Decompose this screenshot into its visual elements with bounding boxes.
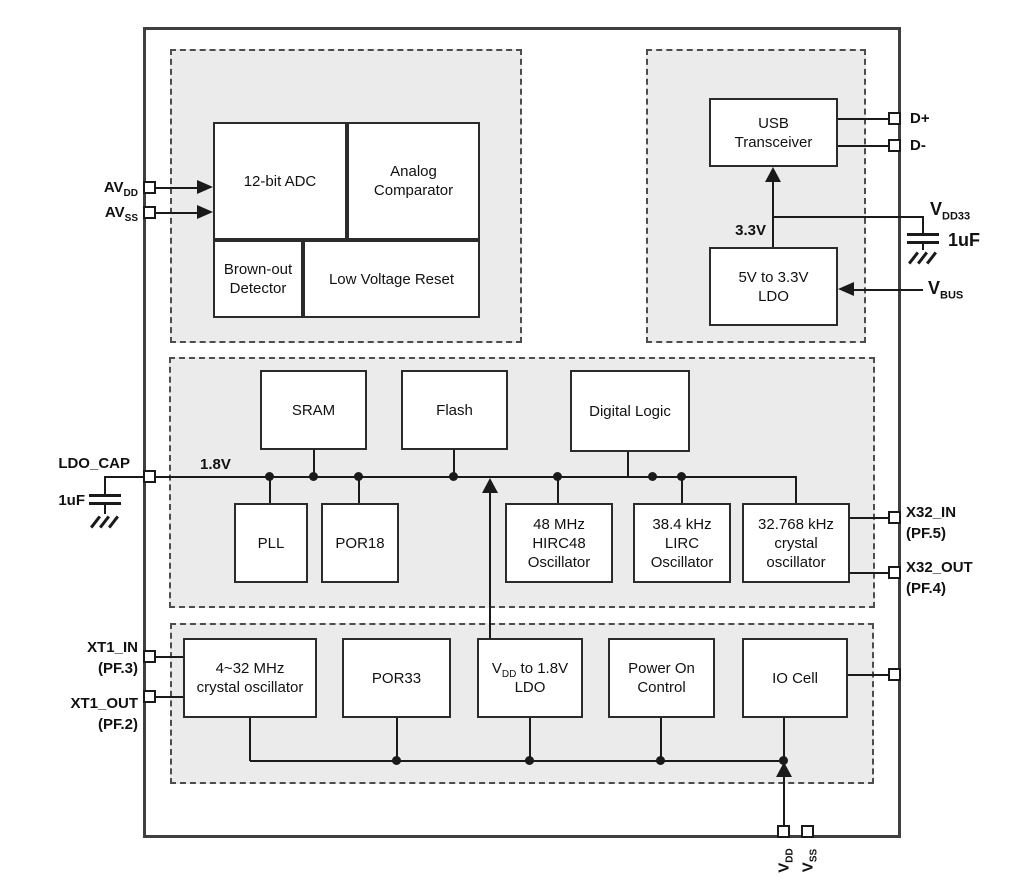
pin-x32-in	[888, 511, 901, 524]
block-label: Power On	[628, 660, 695, 677]
label-text: V	[799, 862, 817, 873]
block-io-cell	[742, 638, 848, 718]
junction-dot	[656, 756, 665, 765]
arrowhead-3v3	[765, 167, 781, 182]
block-label: Low Voltage Reset	[328, 270, 455, 288]
block-label-part: to 1.8V	[516, 660, 569, 677]
block-label: LDO	[758, 287, 789, 305]
block-low-voltage-reset	[303, 240, 480, 318]
block-12bit-adc	[213, 122, 347, 240]
block-label: crystal oscillator	[196, 679, 304, 696]
arrowhead-vdd	[776, 762, 792, 777]
block-label: LIRC	[664, 534, 700, 552]
pin-x32-out	[888, 566, 901, 579]
label-vdd	[774, 835, 795, 887]
block-vdd-1v8-ldo	[477, 638, 583, 718]
wire-vddpin-up	[783, 775, 785, 826]
label-sub: SS	[124, 213, 138, 224]
block-power-on-control	[608, 638, 715, 718]
label-sub: SS	[808, 848, 820, 863]
arrowhead-vbus	[838, 282, 854, 296]
block-label: Brown-out	[223, 261, 293, 278]
label-x32-in	[906, 502, 956, 544]
block-label-sub: DD	[501, 669, 517, 680]
cap-left-plate	[89, 502, 121, 505]
block-label: 12-bit ADC	[243, 172, 317, 190]
label-cap-right: 1uF	[948, 230, 981, 250]
pin-ldo-cap	[143, 470, 156, 483]
block-digital-logic	[570, 370, 690, 452]
wire-ldocap-ext	[105, 476, 144, 478]
label-sub: BUS	[940, 289, 964, 302]
wire-digital	[627, 452, 629, 477]
block-label: POR18	[335, 534, 385, 552]
wire-pll	[269, 477, 271, 504]
ground-symbol	[89, 515, 121, 531]
label-port: (PF.2)	[97, 716, 138, 733]
label-text: V	[928, 278, 941, 298]
block-sram	[260, 370, 367, 450]
label-port: (PF.3)	[97, 660, 138, 677]
bus-1v8	[156, 476, 797, 478]
pin-avss	[143, 206, 156, 219]
block-label: 48 MHz	[533, 515, 585, 533]
block-lirc-oscillator	[633, 503, 731, 583]
block-analog-comparator	[347, 122, 480, 240]
label-text: X32_OUT	[906, 559, 973, 576]
label-sub: DD	[784, 848, 796, 863]
junction-dot	[553, 472, 562, 481]
wire-lirc	[681, 477, 683, 504]
cap-right-plate	[907, 233, 939, 236]
label-cap-left: 1uF	[58, 492, 85, 509]
block-label: Flash	[436, 401, 473, 419]
label-ldo-cap: LDO_CAP	[58, 455, 130, 472]
junction-dot	[354, 472, 363, 481]
label-text: AV	[103, 179, 124, 196]
label-d-minus: D-	[910, 137, 926, 154]
wire-iocell-dn	[783, 718, 785, 761]
label-text: V	[930, 199, 943, 219]
label-1v8: 1.8V	[200, 456, 231, 473]
block-label: PLL	[257, 534, 285, 552]
junction-dot	[265, 472, 274, 481]
label-vdd33	[930, 199, 971, 223]
block-label: POR33	[371, 669, 422, 687]
label-text: XT1_OUT	[70, 695, 138, 712]
cap-left-plate	[89, 494, 121, 497]
arrowhead-avdd	[197, 180, 213, 194]
arrowhead-avss	[197, 205, 213, 219]
wire-avdd	[156, 187, 200, 189]
block-label: 5V to 3.3V	[738, 268, 809, 286]
block-label: LDO	[514, 679, 546, 696]
block-label: HIRC48	[532, 534, 586, 552]
block-por18	[321, 503, 399, 583]
block-label: Control	[637, 679, 686, 696]
pin-d-minus	[888, 139, 901, 152]
label-text: X32_IN	[906, 504, 957, 521]
junction-dot	[648, 472, 657, 481]
wire-vbus	[852, 289, 923, 291]
label-x32-out	[906, 557, 973, 599]
block-4-32mhz-crystal-oscillator	[183, 638, 317, 718]
block-label-part: V	[491, 660, 502, 677]
wire-xt1out	[156, 696, 183, 698]
wire-vdd33-gnd	[922, 243, 924, 250]
block-5v-3v3-ldo	[709, 247, 838, 326]
wire-ldo18-up	[489, 491, 491, 638]
junction-dot	[677, 472, 686, 481]
block-label: Comparator	[373, 182, 454, 199]
wire-ldocap-drop	[104, 476, 106, 496]
label-vbus	[928, 278, 964, 302]
label-text: AV	[104, 204, 125, 221]
block-label: SRAM	[291, 401, 336, 419]
wire-poc	[660, 718, 662, 761]
label-text: XT1_IN	[87, 639, 138, 656]
block-label: Oscillator	[527, 553, 591, 571]
block-brownout-detector	[213, 240, 303, 318]
label-xt1-out	[60, 693, 138, 735]
label-port: (PF.4)	[906, 580, 947, 597]
bus-vdd	[250, 760, 785, 762]
junction-dot	[309, 472, 318, 481]
block-32khz-crystal-oscillator	[742, 503, 850, 583]
ground-symbol	[907, 251, 939, 267]
label-avdd	[60, 177, 138, 198]
label-d-plus: D+	[910, 110, 930, 127]
junction-dot	[392, 756, 401, 765]
block-label: crystal	[774, 534, 818, 552]
block-label: 38.4 kHz	[652, 515, 712, 533]
block-usb-transceiver	[709, 98, 838, 167]
junction-dot	[449, 472, 458, 481]
pin-d-plus	[888, 112, 901, 125]
block-label: Digital Logic	[589, 402, 671, 420]
label-sub: DD33	[942, 210, 971, 223]
block-pll	[234, 503, 308, 583]
wire-ldocap-gnd	[104, 505, 106, 514]
pin-io	[888, 668, 901, 681]
label-xt1-in	[60, 637, 138, 679]
label-3v3: 3.3V	[735, 222, 766, 239]
block-label: Detector	[229, 280, 287, 297]
wire-dminus	[838, 145, 894, 147]
junction-dot	[525, 756, 534, 765]
wire-por18	[358, 477, 360, 504]
wire-vdd33	[773, 216, 923, 218]
wire-xt1in	[156, 656, 183, 658]
block-label: IO Cell	[772, 669, 818, 687]
label-sub: DD	[123, 188, 138, 199]
block-label: 4~32 MHz	[215, 660, 285, 677]
block-label: Oscillator	[650, 553, 714, 571]
block-label: oscillator	[766, 553, 826, 571]
wire-dplus	[838, 118, 894, 120]
label-port: (PF.5)	[906, 525, 947, 542]
wire-por33	[396, 718, 398, 761]
label-avss	[60, 202, 138, 223]
label-text: V	[775, 862, 793, 873]
block-label: 32.768 kHz	[758, 515, 834, 533]
arrowhead-ldo18	[482, 478, 498, 493]
wire-ldo18-dn	[529, 718, 531, 761]
pin-xt1-in	[143, 650, 156, 663]
wire-hirc48	[557, 477, 559, 504]
wire-avss	[156, 212, 200, 214]
pin-avdd	[143, 181, 156, 194]
cap-right-plate	[907, 241, 939, 244]
block-hirc48-oscillator	[505, 503, 613, 583]
label-vss	[798, 835, 819, 887]
wire-xtal32-drop	[795, 476, 797, 504]
block-label: USB	[758, 114, 789, 132]
pin-xt1-out	[143, 690, 156, 703]
wire-3v3	[772, 181, 774, 247]
block-flash	[401, 370, 508, 450]
wire-xtal432	[249, 718, 251, 761]
block-label	[492, 659, 568, 678]
block-label: Analog	[390, 163, 437, 180]
block-label: Transceiver	[734, 133, 813, 151]
block-por33	[342, 638, 451, 718]
